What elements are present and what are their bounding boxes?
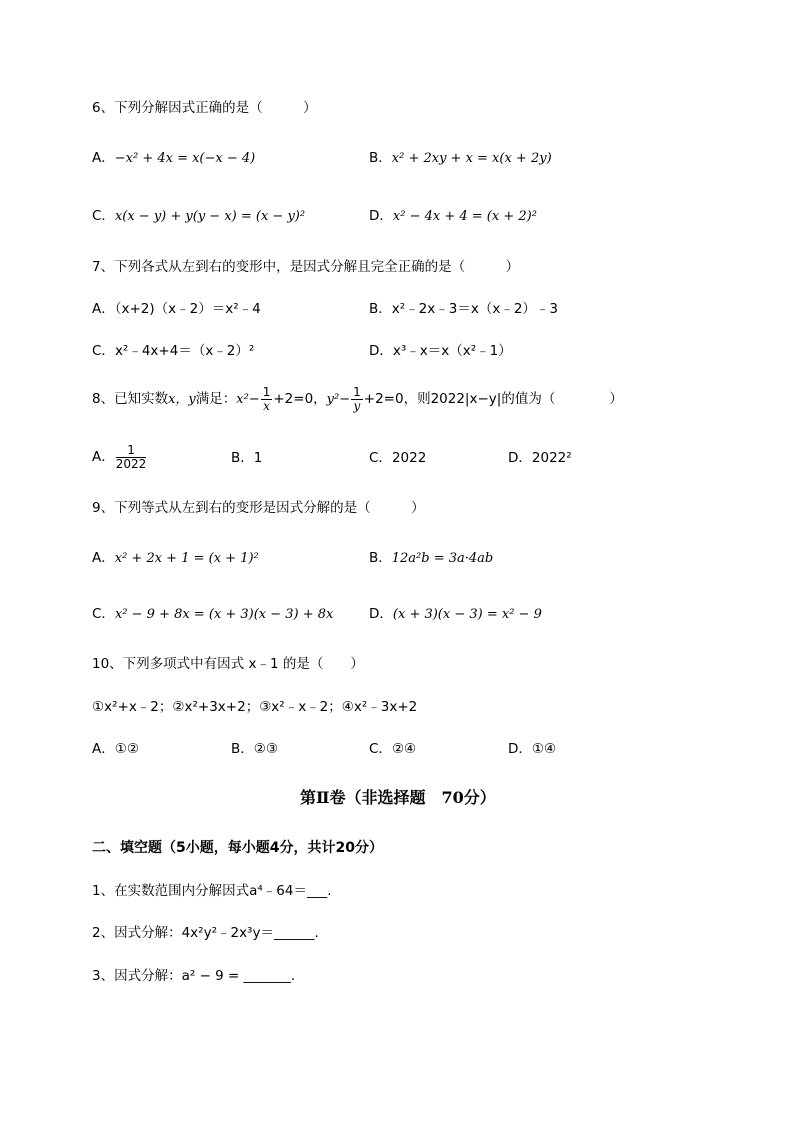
q8-option-b[interactable] — [231, 449, 262, 467]
option-text: x²﹣2x﹣3＝x（x﹣2）﹣3 — [391, 301, 558, 317]
option-label: C． — [92, 208, 115, 224]
option-label: A． — [92, 301, 115, 317]
q7-option-b[interactable] — [369, 300, 558, 318]
option-label: A． — [92, 741, 115, 757]
numerator: 1 — [116, 444, 147, 458]
fraction-1-over-2022 — [116, 444, 147, 471]
option-label: D． — [508, 450, 532, 466]
stem-text: 的值为（ ） — [501, 391, 623, 407]
fill-question-3: 3、因式分解：a² − 9 = _______. — [92, 968, 296, 984]
fill-in-part-title: 二、填空题（5小题，每小题4分，共计20分） — [92, 840, 383, 856]
option-text: x³﹣x＝x（x²﹣1） — [392, 343, 512, 359]
denominator: 2022 — [115, 456, 147, 471]
q9-option-d[interactable] — [369, 605, 542, 624]
q6-option-c[interactable] — [92, 207, 305, 226]
option-text: 2022² — [531, 450, 572, 466]
option-text: （x+2)（x﹣2）＝x²﹣4 — [114, 301, 261, 317]
q10-option-b[interactable] — [231, 740, 278, 758]
option-label: C． — [92, 343, 115, 359]
equation-part: y²− — [326, 392, 351, 407]
equation-part: +2=0， — [273, 391, 327, 407]
option-label: C． — [92, 606, 115, 622]
option-label: D． — [369, 208, 393, 224]
option-text: x² − 9 + 8x = (x + 3)(x − 3) + 8x — [114, 607, 334, 622]
q6-option-a[interactable] — [92, 149, 255, 168]
q7-stem: 7、下列各式从左到右的变形中，是因式分解且完全正确的是（ ） — [92, 259, 520, 275]
option-label: B． — [369, 550, 392, 566]
q10-option-c[interactable] — [369, 740, 416, 758]
option-text: ①② — [114, 741, 139, 757]
option-text: 1 — [253, 450, 263, 466]
equation-part: x²− — [236, 392, 260, 407]
equation-part: +2=0，则 — [363, 391, 431, 407]
stem-text: 满足： — [195, 391, 237, 407]
fraction-1-over-x — [261, 386, 273, 413]
q6-stem: 6、下列分解因式正确的是（ ） — [92, 100, 317, 116]
option-label: C． — [369, 741, 392, 757]
q8-stem — [92, 384, 623, 415]
q7-option-c[interactable] — [92, 342, 254, 360]
numerator: 1 — [353, 384, 361, 399]
q10-option-a[interactable] — [92, 740, 139, 758]
denominator: x — [263, 398, 270, 413]
q10-option-d[interactable] — [508, 740, 556, 758]
q6-option-b[interactable] — [369, 149, 552, 168]
option-text: ②③ — [253, 741, 278, 757]
stem-text: 8、已知实数 — [92, 391, 169, 407]
section-2-title: 第Ⅱ卷（非选择题 70分） — [300, 788, 496, 807]
numerator: 1 — [262, 384, 271, 399]
option-text: x² + 2xy + x = x(x + 2y) — [391, 151, 552, 166]
q10-stem: 10、下列多项式中有因式 x﹣1 的是（ ） — [92, 656, 364, 672]
option-text: x² + 2x + 1 = (x + 1)² — [114, 551, 259, 566]
option-label: B． — [369, 301, 392, 317]
q10-items: ①x²+x﹣2；②x²+3x+2；③x²﹣x﹣2；④x²﹣3x+2 — [92, 699, 418, 715]
option-text: −x² + 4x = x(−x − 4) — [114, 151, 256, 166]
option-text: x(x − y) + y(y − x) = (x − y)² — [114, 209, 306, 224]
q9-option-c[interactable] — [92, 605, 333, 624]
fill-question-2: 2、因式分解：4x²y²﹣2x³y＝______. — [92, 925, 319, 941]
option-text: ②④ — [391, 741, 417, 757]
option-label: B． — [231, 450, 254, 466]
option-text: x² − 4x + 4 = (x + 2)² — [392, 209, 537, 224]
power-expression: 2022|x−y| — [430, 391, 502, 407]
option-label: C． — [369, 450, 392, 466]
q7-option-a[interactable] — [92, 300, 261, 318]
option-text: 2022 — [391, 450, 427, 466]
option-label: A． — [92, 150, 115, 166]
option-text: x²﹣4x+4＝（x﹣2）² — [114, 343, 255, 359]
option-label: A． — [92, 550, 115, 566]
option-text: ①④ — [531, 741, 557, 757]
q9-stem: 9、下列等式从左到右的变形是因式分解的是（ ） — [92, 500, 425, 516]
fill-question-1: 1、在实数范围内分解因式a⁴﹣64＝___. — [92, 883, 332, 899]
q8-option-c[interactable] — [369, 449, 426, 467]
q7-option-d[interactable] — [369, 342, 512, 360]
option-label: D． — [369, 343, 393, 359]
option-label: A． — [92, 449, 115, 465]
option-label: B． — [369, 150, 392, 166]
q9-option-b[interactable] — [369, 549, 493, 568]
fraction-1-over-y — [351, 386, 363, 413]
denominator: y — [353, 398, 361, 413]
option-text: 12a²b = 3a·4ab — [391, 551, 494, 566]
variables: x，y — [168, 392, 196, 407]
option-label: D． — [508, 741, 532, 757]
q8-option-d[interactable] — [508, 449, 572, 467]
q8-option-a[interactable] — [92, 442, 147, 472]
option-label: D． — [369, 606, 393, 622]
option-text: (x + 3)(x − 3) = x² − 9 — [392, 607, 542, 622]
option-label: B． — [231, 741, 254, 757]
q6-option-d[interactable] — [369, 207, 537, 226]
q9-option-a[interactable] — [92, 549, 259, 568]
